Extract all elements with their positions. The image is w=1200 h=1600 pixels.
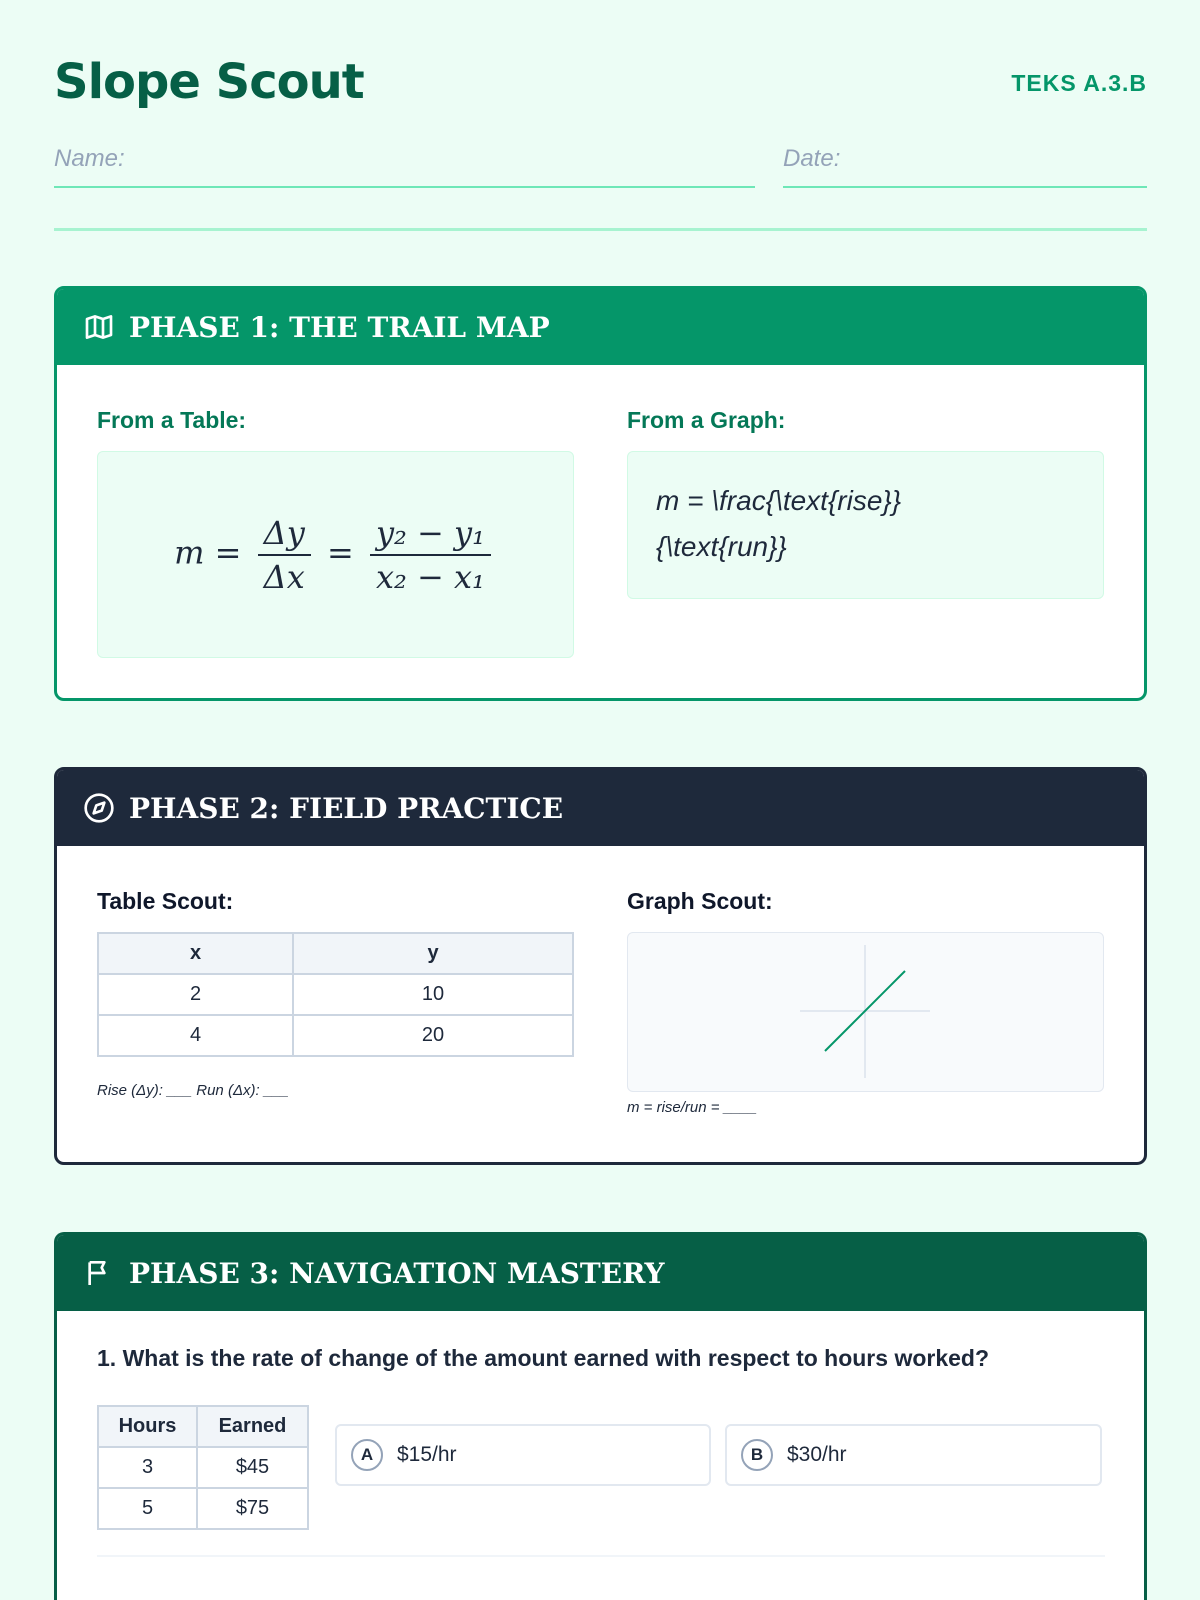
table-row	[98, 1447, 308, 1488]
graph-formula-box	[627, 451, 1104, 599]
table-cell: 4	[98, 1015, 293, 1056]
graph-formula-line2: {\text{run}}	[656, 531, 787, 562]
option-text-a: $15/hr	[397, 1443, 457, 1466]
graph-scout-note: m = rise/run = ____	[627, 1099, 758, 1116]
column-header-y: y	[293, 933, 573, 974]
table-scout-table	[97, 932, 574, 1057]
compass-icon	[83, 792, 115, 824]
name-field[interactable]	[54, 140, 755, 188]
table-cell: $45	[197, 1447, 308, 1488]
formula-lhs: m =	[174, 533, 242, 571]
column-header-earned: Earned	[197, 1406, 308, 1447]
header-divider	[54, 228, 1147, 231]
phase2-header	[57, 770, 1144, 846]
table-cell: 10	[293, 974, 573, 1015]
flag-icon	[83, 1257, 115, 1289]
table-scout-label: Table Scout:	[97, 888, 234, 914]
phase1-card	[54, 286, 1147, 701]
map-icon	[83, 311, 115, 343]
earnings-table	[97, 1405, 309, 1530]
table-header-row	[98, 933, 573, 974]
date-field[interactable]	[783, 140, 1147, 188]
table-cell: 20	[293, 1015, 573, 1056]
table-header-row	[98, 1406, 308, 1447]
table-row	[98, 1488, 308, 1529]
graph-scout-label: Graph Scout:	[627, 888, 773, 914]
table-cell: $75	[197, 1488, 308, 1529]
phase1-header	[57, 289, 1144, 365]
table-formula-box	[97, 451, 574, 658]
date-label: Date:	[783, 145, 841, 172]
y-difference: y₂ − y₁	[370, 514, 491, 556]
table-scout-note: Rise (Δy): ___ Run (Δx): ___	[97, 1082, 289, 1099]
phase2-card	[54, 767, 1147, 1165]
question-divider	[97, 1555, 1105, 1557]
delta-fraction	[258, 514, 311, 596]
phase1-title: PHASE 1: THE TRAIL MAP	[129, 310, 550, 344]
option-text-b: $30/hr	[787, 1443, 847, 1466]
column-header-hours: Hours	[98, 1406, 197, 1447]
answer-option-a[interactable]	[335, 1424, 711, 1486]
phase2-title: PHASE 2: FIELD PRACTICE	[129, 791, 564, 825]
phase3-card	[54, 1232, 1147, 1600]
option-letter-a: A	[351, 1439, 383, 1471]
table-cell: 2	[98, 974, 293, 1015]
answer-option-b[interactable]	[725, 1424, 1102, 1486]
x-difference: x₂ − x₁	[375, 557, 485, 596]
graph-formula-line1: m = \frac{\text{rise}}	[656, 485, 902, 516]
option-letter-b: B	[741, 1439, 773, 1471]
question-1: 1. What is the rate of change of the amount earned with respect to hours worked?	[97, 1345, 990, 1371]
delta-y: Δy	[258, 514, 311, 556]
mini-graph	[628, 933, 1105, 1093]
difference-fraction	[370, 514, 491, 596]
phase3-title: PHASE 3: NAVIGATION MASTERY	[129, 1256, 665, 1290]
table-cell: 3	[98, 1447, 197, 1488]
page-title: Slope Scout	[54, 54, 364, 110]
column-header-x: x	[98, 933, 293, 974]
standard-badge: TEKS A.3.B	[1011, 70, 1147, 96]
graph-scout-box	[627, 932, 1104, 1092]
name-label: Name:	[54, 145, 125, 172]
phase3-header	[57, 1235, 1144, 1311]
table-row	[98, 974, 573, 1015]
table-row	[98, 1015, 573, 1056]
phase1-graph-label: From a Graph:	[627, 407, 786, 433]
table-cell: 5	[98, 1488, 197, 1529]
header	[54, 54, 1147, 114]
slope-formula	[174, 514, 497, 596]
phase1-table-label: From a Table:	[97, 407, 247, 433]
delta-x: Δx	[263, 557, 305, 596]
formula-equals: =	[326, 533, 354, 571]
